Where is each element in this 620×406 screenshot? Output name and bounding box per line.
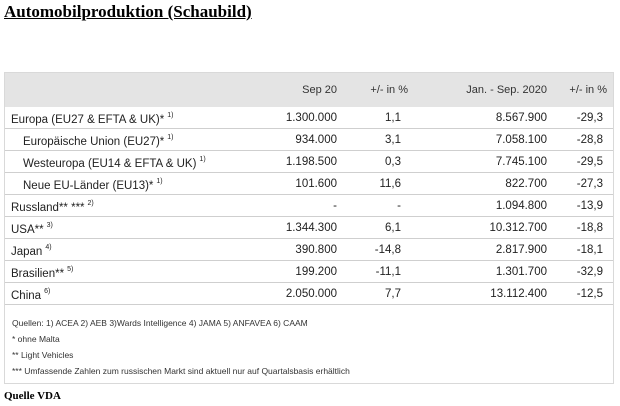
cell-change-ytd: -18,1 bbox=[576, 244, 603, 256]
row-label: Japan $^{4)}$ bbox=[11, 244, 52, 258]
footnote-ref: 2) bbox=[87, 200, 94, 207]
cell-ytd: 1.094.800 bbox=[495, 200, 547, 212]
cell-change-ytd: -12,5 bbox=[576, 288, 603, 300]
table-row bbox=[5, 173, 613, 195]
cell-sep20: 1.300.000 bbox=[285, 112, 337, 124]
cell-change-month: -14,8 bbox=[374, 244, 401, 256]
footnote-sources: Quellen: 1) ACEA 2) AEB 3)Wards Intelligence 4) JAMA 5) ANFAVEA 6) CAAM bbox=[12, 318, 308, 328]
table-row bbox=[5, 129, 613, 151]
production-table bbox=[4, 72, 614, 384]
table-row bbox=[5, 261, 613, 283]
row-label: USA** $^{3)}$ bbox=[11, 222, 53, 236]
table-row bbox=[5, 195, 613, 217]
cell-ytd: 7.745.100 bbox=[495, 156, 547, 168]
page-title: Automobilproduktion (Schaubild) bbox=[4, 2, 252, 21]
footnote-ref: 5) bbox=[67, 266, 74, 273]
header-sep20: Sep 20 bbox=[302, 84, 337, 96]
table-row bbox=[5, 107, 613, 129]
header-change-month: +/- in % bbox=[370, 84, 408, 96]
cell-sep20: 2.050.000 bbox=[285, 288, 337, 300]
cell-change-month: -11,1 bbox=[375, 266, 401, 278]
footnote-light-vehicles: ** Light Vehicles bbox=[12, 350, 74, 360]
cell-ytd: 822.700 bbox=[505, 178, 547, 190]
footnote-ref: 3) bbox=[46, 222, 53, 229]
table-row bbox=[5, 151, 613, 173]
cell-change-ytd: -28,8 bbox=[576, 134, 603, 146]
cell-sep20: 101.600 bbox=[295, 178, 337, 190]
cell-change-month: 6,1 bbox=[385, 222, 401, 234]
table-row bbox=[5, 283, 613, 305]
cell-sep20: 390.800 bbox=[295, 244, 337, 256]
cell-sep20: 934.000 bbox=[295, 134, 337, 146]
cell-sep20: 199.200 bbox=[295, 266, 337, 278]
cell-change-ytd: -32,9 bbox=[576, 266, 603, 278]
cell-change-ytd: -29,3 bbox=[576, 112, 603, 124]
row-label: China $^{6)}$ bbox=[11, 288, 51, 302]
table-row bbox=[5, 239, 613, 261]
cell-change-month: 7,7 bbox=[385, 288, 401, 300]
cell-sep20: - bbox=[333, 200, 337, 212]
cell-change-month: 3,1 bbox=[385, 134, 401, 146]
table-row bbox=[5, 217, 613, 239]
cell-change-ytd: -27,3 bbox=[576, 178, 603, 190]
row-label: Westeuropa (EU14 & EFTA & UK) $^{1)}$ bbox=[23, 156, 206, 170]
row-label: Neue EU-Länder (EU13)* $^{1)}$ bbox=[23, 178, 163, 192]
cell-ytd: 2.817.900 bbox=[495, 244, 547, 256]
cell-change-ytd: -13,9 bbox=[576, 200, 603, 212]
footnote-russia: *** Umfassende Zahlen zum russischen Markt sind aktuell nur auf Quartalsbasis erhältlich bbox=[12, 366, 350, 376]
cell-ytd: 8.567.900 bbox=[495, 112, 547, 124]
cell-ytd: 7.058.100 bbox=[495, 134, 547, 146]
footnote-ref: 1) bbox=[156, 178, 163, 185]
header-ytd: Jan. - Sep. 2020 bbox=[466, 84, 547, 96]
cell-change-month: 11,6 bbox=[379, 178, 401, 190]
cell-change-month: 1,1 bbox=[385, 112, 401, 124]
source-credit: Quelle VDA bbox=[4, 390, 61, 402]
row-label: Brasilien** $^{5)}$ bbox=[11, 266, 74, 280]
row-label: Europa (EU27 & EFTA & UK)* $^{1)}$ bbox=[11, 112, 174, 126]
row-label: Europäische Union (EU27)* $^{1)}$ bbox=[23, 134, 174, 148]
cell-sep20: 1.198.500 bbox=[285, 156, 337, 168]
footnote-ref: 1) bbox=[167, 112, 174, 119]
table-header bbox=[5, 73, 613, 107]
footnote-ref: 1) bbox=[199, 156, 206, 163]
cell-sep20: 1.344.300 bbox=[285, 222, 337, 234]
cell-ytd: 13.112.400 bbox=[490, 288, 547, 300]
cell-ytd: 1.301.700 bbox=[495, 266, 547, 278]
footnote-ref: 1) bbox=[167, 134, 174, 141]
cell-change-month: 0,3 bbox=[385, 156, 401, 168]
header-change-ytd: +/- in % bbox=[569, 84, 607, 96]
footnote-ref: 4) bbox=[45, 244, 52, 251]
cell-change-ytd: -29,5 bbox=[576, 156, 603, 168]
cell-ytd: 10.312.700 bbox=[489, 222, 547, 234]
cell-change-month: - bbox=[397, 200, 401, 212]
footnote-ref: 6) bbox=[44, 288, 51, 295]
footnote-malta: * ohne Malta bbox=[12, 334, 60, 344]
cell-change-ytd: -18,8 bbox=[576, 222, 603, 234]
row-label: Russland** *** $^{2)}$ bbox=[11, 200, 94, 214]
